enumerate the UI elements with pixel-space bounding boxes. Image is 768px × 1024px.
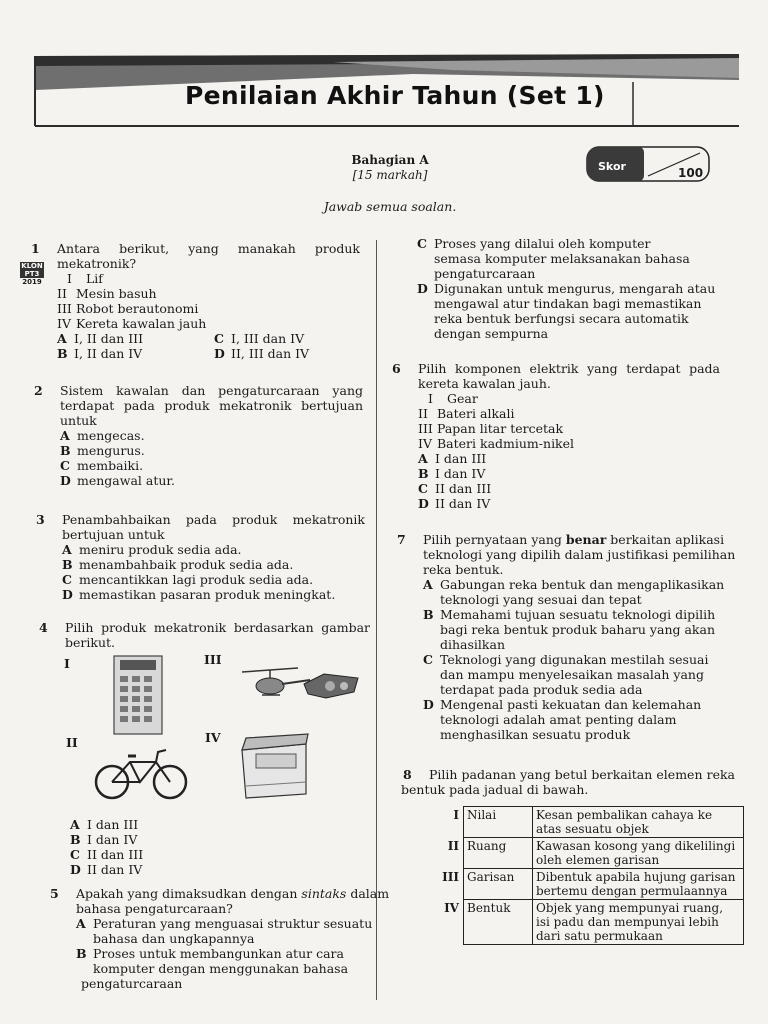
picture-label-i: I xyxy=(64,656,70,671)
picture-label-ii: II xyxy=(66,735,78,750)
table-row: III Garisan Dibentuk apabila hujung garisan bertemu dengan permulaannya xyxy=(438,869,744,900)
washing-machine-image xyxy=(236,732,312,800)
score-total: 100 xyxy=(678,166,704,180)
section-heading: Bahagian A xyxy=(351,153,429,167)
option-d: D II, III dan IV xyxy=(214,346,310,361)
picture-label-iv: IV xyxy=(205,730,221,745)
option-c: C I, III dan IV xyxy=(214,331,305,346)
question-4: 4 Pilih produk mekatronik berdasarkan gambar berikut. xyxy=(39,620,370,650)
design-element-table xyxy=(438,806,744,945)
question-5: 5 Apakah yang dimaksudkan dengan sintaks dalam bahasa pengaturcaraan? A Peraturan yang menguasai struktur sesuatu bahasa dan ungkapannya B Proses untuk membangunkan atur cara komputer dengan menggunakan bahasa pengaturcaraan xyxy=(50,886,390,991)
option-a: A I, II dan III xyxy=(57,331,144,346)
elevator-panel-image xyxy=(112,654,164,736)
table-row: I Nilai Kesan pembalikan cahaya ke atas sesuatu objek xyxy=(438,807,744,838)
klon-badge: KLON PT3 2019 xyxy=(21,262,43,286)
question-5-continued: C Proses yang dilalui oleh komputer semasa komputer melaksanakan bahasa pengaturcaraan D Digunakan untuk mengurus, mengarah atau mengawal atur tindakan bagi memastikan reka bentuk berfungsi secara automatik dengan sempurna xyxy=(417,236,716,341)
table-row: IV Bentuk Objek yang mempunyai ruang, isi padu dan mempunyai lebih dari satu permukaan xyxy=(438,900,744,945)
instruction: Jawab semua soalan. xyxy=(323,199,457,214)
question-8: 8 Pilih padanan yang betul berkaitan elemen reka bentuk pada jadual di bawah. xyxy=(401,767,735,797)
picture-label-iii: III xyxy=(204,652,222,667)
table-row: II Ruang Kawasan kosong yang dikelilingi oleh elemen garisan xyxy=(438,838,744,869)
question-1: 1 Antara berikut, yang manakah produk mekatronik? I Lif II Mesin basuh III Robot berautonomi IV Kereta kawalan jauh A I, II dan III C I, III dan IV B I, II dan IV D II, III dan IV xyxy=(31,241,360,361)
page-title: Penilaian Akhir Tahun (Set 1) xyxy=(185,81,605,110)
question-6: 6 Pilih komponen elektrik yang terdapat pada kereta kawalan jauh. I Gear II Bateri alkali III Papan litar tercetak IV Bateri kadmium-nikel A I dan III B I dan IV C II dan III D II dan IV xyxy=(392,361,720,511)
bicycle-image xyxy=(92,744,190,804)
question-2: 2 Sistem kawalan dan pengaturcaraan yang terdapat pada produk mekatronik bertujuan untuk A mengecas. B mengurus. C membaiki. D mengawal atur. xyxy=(34,383,363,488)
section-marks: [15 markah] xyxy=(352,168,428,182)
option-b: B I, II dan IV xyxy=(57,346,143,361)
question-7: 7 Pilih pernyataan yang benar berkaitan aplikasi teknologi yang dipilih dalam justifikasi pemilihan reka bentuk. A Gabungan reka bentuk dan mengaplikasikan teknologi yang sesuai dan tepat B Memahami tujuan sesuatu teknologi dipilih bagi reka bentuk produk baharu yang akan dihasilkan C Teknologi yang digunakan mestilah sesuai dan mampu menyelesaikan masalah yang terdapat pada produk sedia ada D Mengenal pasti kekuatan dan kelemahan teknologi adalah amat penting dalam menghasilkan sesuatu produk xyxy=(397,532,736,742)
question-3: 3 Penambahbaikan pada produk mekatronik bertujuan untuk A meniru produk sedia ada. B menambahbaik produk sedia ada. C mencantikkan lagi produk sedia ada. D memastikan pasaran produk meningkat. xyxy=(36,512,365,602)
rc-helicopter-image xyxy=(238,662,362,712)
score-label: Skor xyxy=(598,160,626,173)
question-4-options: A I dan III B I dan IV C II dan III D II dan IV xyxy=(70,817,144,877)
